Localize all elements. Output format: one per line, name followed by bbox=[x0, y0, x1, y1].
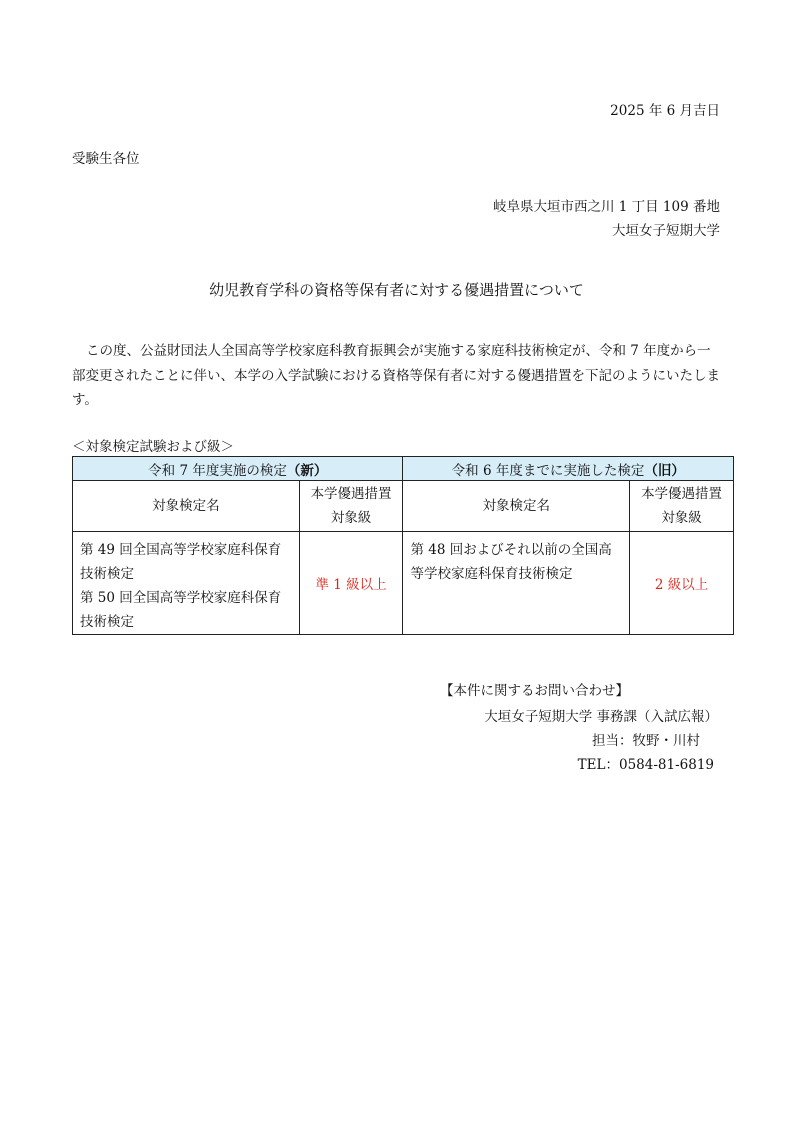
sender-name: 大垣女子短期大学 bbox=[612, 223, 720, 239]
addressee: 受験生各位 bbox=[72, 151, 140, 167]
new-exam-header-label: 令和 7 年度実施の検定 bbox=[148, 462, 287, 479]
contact-organization: 大垣女子短期大学 事務課（入試広報） bbox=[484, 709, 718, 725]
old-col-exam-name: 対象検定名 bbox=[403, 481, 630, 532]
qualification-table bbox=[72, 456, 734, 635]
old-exam-header bbox=[403, 457, 734, 481]
body-paragraph: この度、公益財団法人全国高等学校家庭科教育振興会が実施する家庭科技術検定が、令和 7 年度から一部変更されたことに伴い、本学の入学試験における資格等保有者に対する優遇措置を下記のようにいたします。 bbox=[72, 343, 720, 408]
new-exam-names bbox=[73, 532, 300, 635]
contact-person: 担当：牧野・川村 bbox=[592, 733, 700, 749]
table-row bbox=[73, 532, 734, 635]
new-exam-line: 第 49 回全国高等学校家庭科保育 bbox=[80, 542, 282, 558]
new-exam-line: 技術検定 bbox=[80, 566, 134, 582]
old-col-level-line1: 本学優遇措置 bbox=[641, 486, 723, 502]
old-exam-line: 第 48 回およびそれ以前の全国高 bbox=[410, 542, 612, 558]
new-col-level-line2: 対象級 bbox=[330, 510, 372, 526]
old-col-level-line2: 対象級 bbox=[661, 510, 702, 526]
sender-address: 岐阜県大垣市西之川 1 丁目 109 番地 bbox=[492, 199, 720, 215]
section-heading: ＜対象検定試験および級＞ bbox=[72, 439, 234, 455]
old-target-level: 2 級以上 bbox=[630, 532, 734, 635]
table-subheader-row bbox=[73, 481, 734, 532]
new-col-exam-name: 対象検定名 bbox=[73, 481, 300, 532]
table-header-row bbox=[73, 457, 734, 481]
new-col-level bbox=[299, 481, 403, 532]
new-exam-line: 第 50 回全国高等学校家庭科保育 bbox=[80, 590, 282, 606]
new-target-level: 準 1 級以上 bbox=[299, 532, 403, 635]
new-col-level-line1: 本学優遇措置 bbox=[310, 486, 392, 502]
contact-tel: TEL：0584-81-6819 bbox=[577, 757, 714, 773]
new-mark: （新） bbox=[286, 462, 328, 479]
old-exam-line: 等学校家庭科保育技術検定 bbox=[410, 566, 573, 582]
document-title: 幼児教育学科の資格等保有者に対する優遇措置について bbox=[209, 281, 584, 299]
old-exam-header-label: 令和 6 年度までに実施した検定 bbox=[451, 462, 645, 479]
old-mark: （旧） bbox=[644, 462, 685, 479]
new-exam-line: 技術検定 bbox=[80, 614, 134, 630]
old-exam-names bbox=[403, 532, 630, 635]
new-exam-header bbox=[73, 457, 403, 481]
old-col-level bbox=[630, 481, 734, 532]
contact-heading: 【本件に関するお問い合わせ】 bbox=[440, 683, 629, 699]
document-date: 2025 年 6 月吉日 bbox=[610, 103, 720, 119]
